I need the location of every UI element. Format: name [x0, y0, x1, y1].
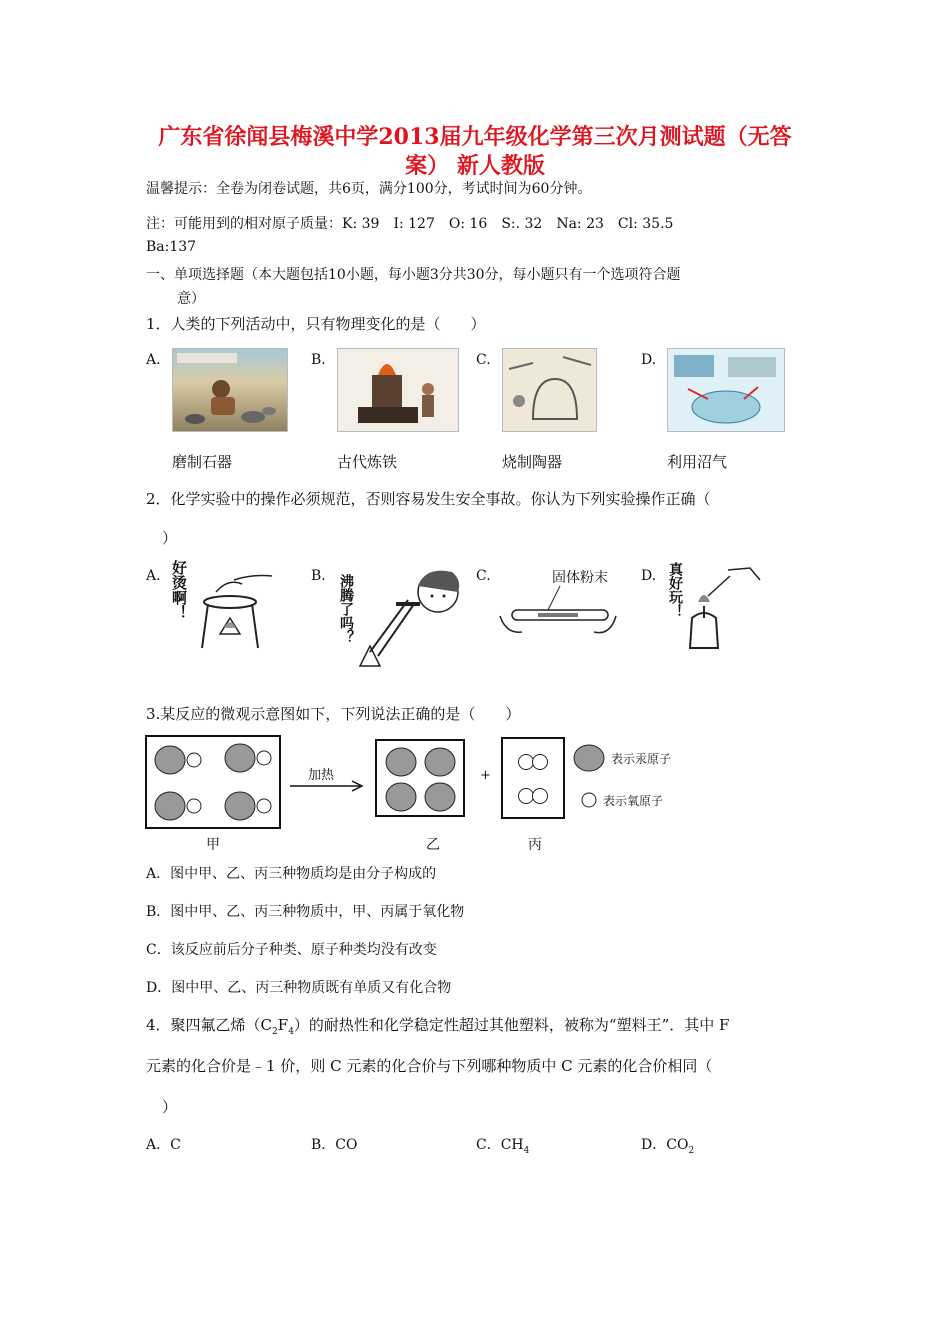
note-line2: Ba:137: [146, 239, 197, 255]
o-atom: [257, 799, 271, 813]
q4-option-d-text: CO: [666, 1137, 689, 1153]
q1-biogas-art: [668, 349, 784, 431]
hg-atom: [425, 783, 455, 811]
q4-stem-line2: 元素的化合价是﹣1 价，则 C 元素的化合价与下列哪种物质中 C 元素的化合价相同（: [146, 1057, 713, 1075]
q2-option-a-drawing: [172, 562, 282, 654]
q3-arrow-label: 加热: [308, 768, 335, 783]
legend-hg-symbol: [574, 745, 604, 771]
q4-stem-part-b: F: [277, 1016, 289, 1034]
q3-option-b: B．图中甲、乙、丙三种物质中，甲、丙属于氧化物: [146, 904, 465, 920]
q4-option-c-letter: C．: [476, 1137, 501, 1153]
q1-option-b-letter: B.: [311, 352, 326, 368]
q1-option-c-caption: 烧制陶器: [502, 453, 563, 471]
q3-option-d: D．图中甲、乙、丙三种物质既有单质又有化合物: [146, 980, 452, 996]
q1-option-a-letter: A.: [146, 352, 161, 368]
q1-option-d-letter: D.: [641, 352, 657, 368]
q3-legend-o: 表示氧原子: [603, 794, 664, 808]
q3-stem: 3.某反应的微观示意图如下，下列说法正确的是（ ）: [146, 705, 521, 723]
q4-option-c: [476, 1134, 529, 1156]
q3-option-c: C．该反应前后分子种类、原子种类均没有改变: [146, 942, 437, 958]
q4-stem-line1: [146, 1014, 729, 1037]
q1-option-d-caption: 利用沼气: [667, 453, 728, 471]
q2-option-c-label: 固体粉末: [552, 570, 608, 586]
o-atom: [257, 751, 271, 765]
q4-option-b: [311, 1134, 358, 1154]
q1-option-c-letter: C.: [476, 352, 491, 368]
q4-option-a-letter: A．: [146, 1137, 171, 1153]
q4-stem-part-c: ）的耐热性和化学稳定性超过其他塑料，被称为“塑料王”．其中 F: [293, 1016, 730, 1034]
document-title-line2: 案） 新人教版: [405, 153, 545, 179]
q1-pottery-art: [503, 349, 596, 431]
q2-option-b-speech: 沸腾了吗？: [338, 574, 354, 644]
q4-sub-2: 2: [272, 1027, 278, 1037]
o-atom: [533, 789, 548, 804]
q1-iron-smelting-art: [338, 349, 458, 431]
q4-option-a-text: C: [170, 1137, 181, 1153]
q4-option-c-text: CH: [500, 1137, 524, 1153]
section1-heading-cont: 意）: [177, 291, 205, 307]
q2-option-b-letter: B.: [311, 568, 326, 584]
q4-option-b-letter: B．: [311, 1137, 336, 1153]
q2-option-d-speech: 真好玩！: [667, 562, 683, 618]
tip-text: 温馨提示：全卷为闭卷试题，共6页，满分100分，考试时间为60分钟。: [146, 181, 592, 197]
q1-stone-tool-image: [172, 348, 288, 432]
o-atom: [187, 799, 201, 813]
q1-option-b-caption: 古代炼铁: [337, 453, 398, 471]
q3-label-yi: 乙: [426, 837, 440, 853]
o-atom: [187, 753, 201, 767]
section1-heading: 一、单项选择题（本大题包括10小题，每小题3分共30分，每小题只有一个选项符合题: [146, 267, 681, 283]
q2-stem-line2: ）: [162, 529, 178, 547]
hg-atom: [386, 783, 416, 811]
q2-option-c-letter: C.: [476, 568, 491, 584]
q3-label-jia: 甲: [206, 837, 220, 853]
q4-option-d: [641, 1134, 694, 1156]
q3-label-bing: 丙: [528, 837, 542, 853]
hg-atom: [425, 748, 455, 776]
o-atom: [519, 755, 534, 770]
hg-atom: [225, 792, 255, 820]
q2-option-a-letter: A.: [146, 568, 161, 584]
q1-option-a-caption: 磨制石器: [172, 453, 233, 471]
q3-plus-sign: +: [480, 768, 491, 783]
q4-option-d-sub: 2: [688, 1145, 695, 1156]
q2-option-a-speech: 好烫啊！: [170, 560, 188, 620]
hg-atom: [155, 746, 185, 774]
hg-atom: [386, 748, 416, 776]
q4-sub-4: 4: [288, 1027, 294, 1037]
q1-stone-tool-art: [173, 349, 287, 431]
q4-stem-part-a: 4．聚四氟乙烯（C: [146, 1016, 273, 1034]
q3-legend-hg: 表示汞原子: [611, 752, 672, 766]
note-line1: 注：可能用到的相对原子质量：K: 39 I: 127 O: 16 S:. 32 Na: 23 Cl: 35.5: [146, 216, 674, 232]
q2-option-d-letter: D.: [641, 568, 657, 584]
q1-stem: 1．人类的下列活动中，只有物理变化的是（ ）: [146, 315, 486, 333]
q4-option-b-text: CO: [335, 1137, 358, 1153]
q4-option-a: [146, 1134, 181, 1154]
hg-atom: [155, 792, 185, 820]
q3-box-bing: [502, 738, 564, 818]
q4-stem-line3: ）: [162, 1098, 178, 1116]
q2-stem-line1: 2．化学实验中的操作必须规范，否则容易发生安全事故。你认为下列实验操作正确（: [146, 490, 711, 508]
q4-option-c-sub: 4: [523, 1145, 530, 1156]
document-title-line1: 广东省徐闻县梅溪中学2013届九年级化学第三次月测试题（无答: [158, 124, 792, 150]
q2-option-c-drawing: [498, 586, 623, 642]
q1-biogas-image: [667, 348, 785, 432]
o-atom: [533, 755, 548, 770]
q1-pottery-image: [502, 348, 597, 432]
o-atom: [519, 789, 534, 804]
q1-iron-smelting-image: [337, 348, 459, 432]
hg-atom: [225, 744, 255, 772]
q4-option-d-letter: D．: [641, 1137, 667, 1153]
q3-option-a: A．图中甲、乙、丙三种物质均是由分子构成的: [146, 866, 437, 882]
legend-o-symbol: [582, 793, 596, 807]
